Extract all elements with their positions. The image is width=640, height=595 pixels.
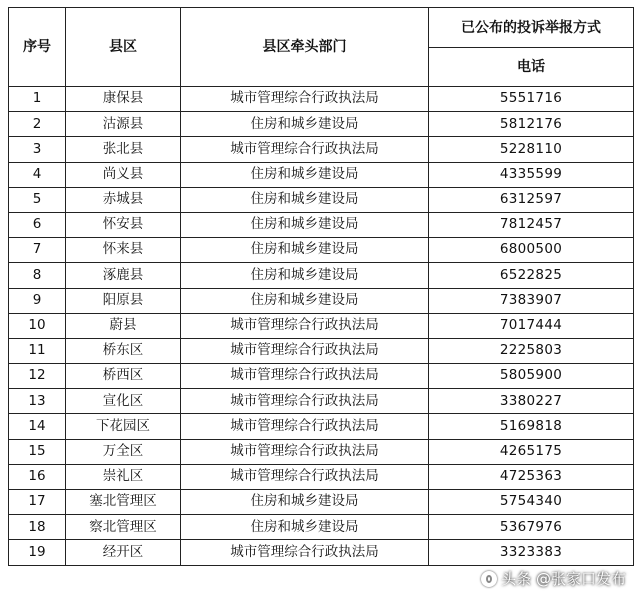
cell-dept: 住房和城乡建设局 xyxy=(181,515,429,540)
table-row xyxy=(9,364,634,389)
cell-county: 察北管理区 xyxy=(66,515,181,540)
cell-county: 经开区 xyxy=(66,540,181,565)
table-row xyxy=(9,464,634,489)
cell-index: 9 xyxy=(9,288,66,313)
cell-phone: 5812176 xyxy=(429,112,634,137)
cell-index: 15 xyxy=(9,439,66,464)
table-row xyxy=(9,540,634,565)
cell-index: 13 xyxy=(9,389,66,414)
cell-index: 19 xyxy=(9,540,66,565)
cell-phone: 7383907 xyxy=(429,288,634,313)
cell-index: 5 xyxy=(9,187,66,212)
table-row xyxy=(9,238,634,263)
cell-index: 4 xyxy=(9,162,66,187)
cell-phone: 6800500 xyxy=(429,238,634,263)
cell-dept: 城市管理综合行政执法局 xyxy=(181,464,429,489)
table-row xyxy=(9,288,634,313)
cell-phone: 6312597 xyxy=(429,187,634,212)
cell-county: 康保县 xyxy=(66,87,181,112)
cell-index: 11 xyxy=(9,338,66,363)
cell-phone: 7017444 xyxy=(429,313,634,338)
cell-phone: 5754340 xyxy=(429,490,634,515)
cell-index: 6 xyxy=(9,212,66,237)
cell-index: 3 xyxy=(9,137,66,162)
cell-phone: 5551716 xyxy=(429,87,634,112)
cell-dept: 住房和城乡建设局 xyxy=(181,112,429,137)
cell-phone: 3323383 xyxy=(429,540,634,565)
cell-county: 蔚县 xyxy=(66,313,181,338)
cell-phone: 7812457 xyxy=(429,212,634,237)
cell-dept: 住房和城乡建设局 xyxy=(181,212,429,237)
cell-dept: 城市管理综合行政执法局 xyxy=(181,414,429,439)
table-row xyxy=(9,490,634,515)
table-body xyxy=(9,87,634,566)
cell-index: 14 xyxy=(9,414,66,439)
cell-index: 7 xyxy=(9,238,66,263)
cell-phone: 4335599 xyxy=(429,162,634,187)
cell-index: 10 xyxy=(9,313,66,338)
cell-phone: 4725363 xyxy=(429,464,634,489)
table-row xyxy=(9,263,634,288)
cell-dept: 城市管理综合行政执法局 xyxy=(181,439,429,464)
cell-county: 崇礼区 xyxy=(66,464,181,489)
table-row xyxy=(9,212,634,237)
cell-county: 赤城县 xyxy=(66,187,181,212)
table-header xyxy=(9,8,634,87)
cell-county: 桥东区 xyxy=(66,338,181,363)
cell-county: 怀来县 xyxy=(66,238,181,263)
table-row xyxy=(9,87,634,112)
table-row xyxy=(9,112,634,137)
cell-county: 万全区 xyxy=(66,439,181,464)
cell-phone: 5228110 xyxy=(429,137,634,162)
cell-county: 怀安县 xyxy=(66,212,181,237)
header-index: 序号 xyxy=(9,8,66,87)
cell-county: 桥西区 xyxy=(66,364,181,389)
watermark-text: 头条 @张家口发布 xyxy=(501,570,626,588)
cell-dept: 住房和城乡建设局 xyxy=(181,263,429,288)
cell-dept: 住房和城乡建设局 xyxy=(181,187,429,212)
cell-index: 2 xyxy=(9,112,66,137)
cell-county: 尚义县 xyxy=(66,162,181,187)
cell-county: 涿鹿县 xyxy=(66,263,181,288)
cell-county: 阳原县 xyxy=(66,288,181,313)
cell-county: 下花园区 xyxy=(66,414,181,439)
cell-dept: 住房和城乡建设局 xyxy=(181,238,429,263)
table-row xyxy=(9,439,634,464)
table-row xyxy=(9,137,634,162)
cell-dept: 城市管理综合行政执法局 xyxy=(181,137,429,162)
cell-dept: 城市管理综合行政执法局 xyxy=(181,540,429,565)
cell-index: 16 xyxy=(9,464,66,489)
table-row xyxy=(9,187,634,212)
cell-index: 1 xyxy=(9,87,66,112)
table-row xyxy=(9,389,634,414)
cell-phone: 5169818 xyxy=(429,414,634,439)
cell-county: 塞北管理区 xyxy=(66,490,181,515)
header-county: 县区 xyxy=(66,8,181,87)
table-row xyxy=(9,515,634,540)
cell-phone: 4265175 xyxy=(429,439,634,464)
cell-dept: 城市管理综合行政执法局 xyxy=(181,364,429,389)
cell-dept: 住房和城乡建设局 xyxy=(181,288,429,313)
toutiao-logo-icon xyxy=(481,571,497,587)
header-phone: 电话 xyxy=(429,48,634,87)
header-contact-group: 已公布的投诉举报方式 xyxy=(429,8,634,48)
complaint-contact-table xyxy=(8,7,634,566)
cell-dept: 城市管理综合行政执法局 xyxy=(181,338,429,363)
cell-phone: 6522825 xyxy=(429,263,634,288)
cell-dept: 城市管理综合行政执法局 xyxy=(181,389,429,414)
cell-phone: 3380227 xyxy=(429,389,634,414)
cell-dept: 住房和城乡建设局 xyxy=(181,162,429,187)
cell-county: 沽源县 xyxy=(66,112,181,137)
cell-county: 宣化区 xyxy=(66,389,181,414)
table-row xyxy=(9,162,634,187)
table-row xyxy=(9,338,634,363)
cell-phone: 2225803 xyxy=(429,338,634,363)
cell-phone: 5805900 xyxy=(429,364,634,389)
cell-dept: 城市管理综合行政执法局 xyxy=(181,313,429,338)
cell-index: 17 xyxy=(9,490,66,515)
header-dept: 县区牵头部门 xyxy=(181,8,429,87)
cell-dept: 城市管理综合行政执法局 xyxy=(181,87,429,112)
table-row xyxy=(9,414,634,439)
cell-index: 18 xyxy=(9,515,66,540)
table-row xyxy=(9,313,634,338)
cell-phone: 5367976 xyxy=(429,515,634,540)
cell-index: 12 xyxy=(9,364,66,389)
watermark xyxy=(481,568,626,589)
cell-dept: 住房和城乡建设局 xyxy=(181,490,429,515)
cell-index: 8 xyxy=(9,263,66,288)
cell-county: 张北县 xyxy=(66,137,181,162)
